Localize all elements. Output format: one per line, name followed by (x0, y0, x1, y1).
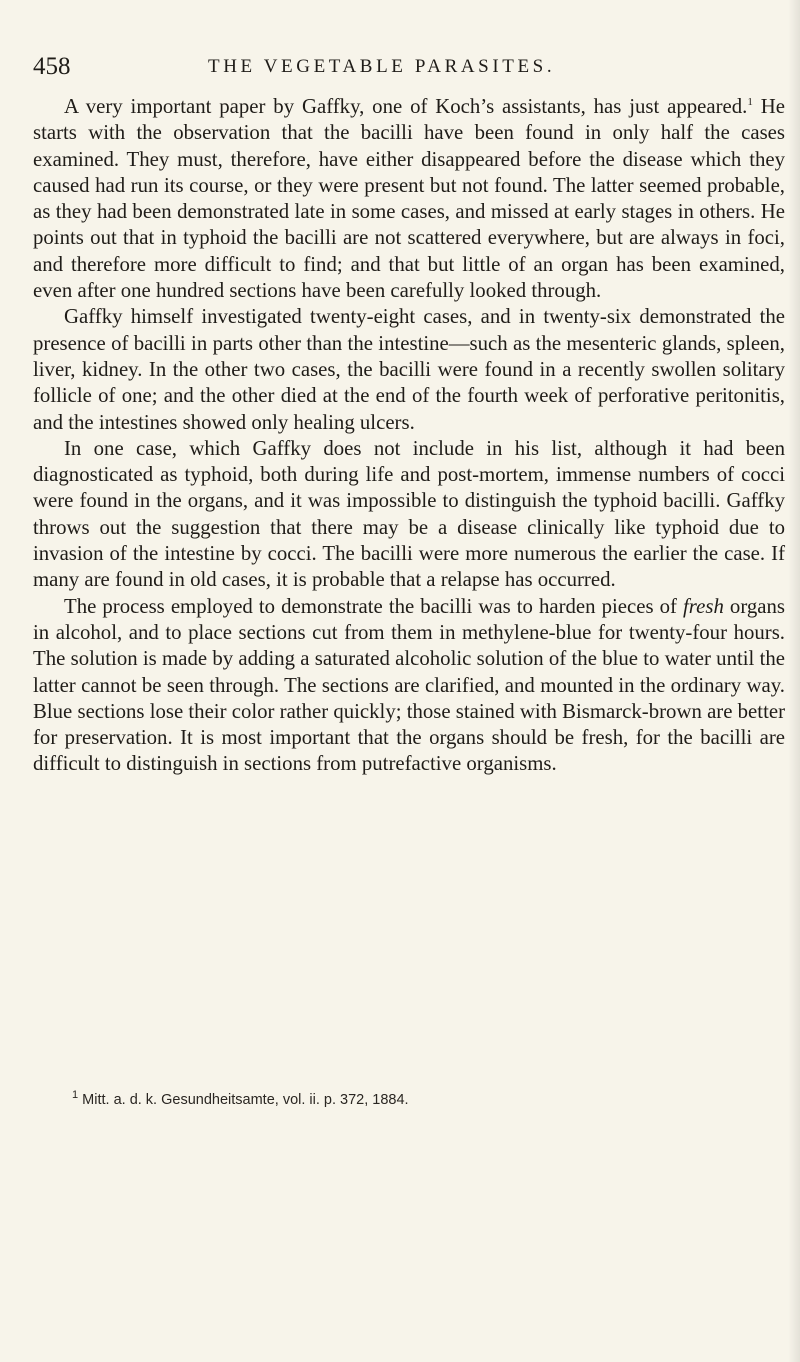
footnote (72, 1090, 772, 1110)
paragraph-cocci-case: In one case, which Gaffky does not include in his list, although it had been diagnosticated as typhoid, both during life and post-mortem, immense numbers of cocci were found in the organs, and it was impossible to distinguish the typhoid bacilli. Gaffky throws out the suggestion that there may be a disease clinically like typhoid due to invasion of the intestine by cocci. The bacilli were more numerous the earlier the case. If many are found in old cases, it is probable that a relapse has occurred. (33, 436, 785, 592)
footnote-marker: 1 (72, 1089, 79, 1102)
page-edge-shadow (788, 0, 800, 1362)
page-header (0, 52, 800, 82)
paragraph-staining-process (33, 594, 785, 778)
page-number: 458 (33, 53, 71, 80)
paragraph-text: organs in alcohol, and to place sections cut from them in methylene-blue for twenty-four hours. The solution is made by adding a saturated alcoholic solution of the blue to water until the latter cannot be seen through. The sections are clarified, and mounted in the ordinary way. Blue sections lose their color rather quickly; those stained with Bismarck-brown are better for preservation. It is most important that the organs should be fresh, for the bacilli are difficult to distinguish in sections from putrefactive organisms. (33, 594, 785, 776)
body-text (33, 94, 785, 778)
paragraph-gaffky-paper (33, 94, 785, 304)
paragraph-gaffky-investigation: Gaffky himself investigated twenty-eight cases, and in twenty-six demonstrated the presence of bacilli in parts other than the intestine—such as the mesenteric glands, spleen, liver, kidney. In the other two cases, the bacilli were found in a recently swollen solitary follicle of one; and the other died at the end of the fourth week of perforative peritonitis, and the intestines showed only healing ulcers. (33, 305, 785, 434)
paragraph-text: He starts with the observation that the bacilli have been found in only half the cases examined. They must, therefore, have either disappeared before the disease which they caused had run its course, or they were present but not found. The latter seemed probable, as they had been demonstrated late in some cases, and missed at early stages in others. He points out that in typhoid the bacilli are not scattered everywhere, but are always in foci, and therefore more difficult to find; and that but little of an organ has been examined, even after one hundred sections have been carefully looked through. (33, 95, 785, 303)
paragraph-text: The process employed to demonstrate the bacilli was to harden pieces of (64, 594, 684, 618)
running-head: THE VEGETABLE PARASITES. (208, 56, 556, 77)
footnote-text: Mitt. a. d. k. Gesundheitsamte, vol. ii. p. 372, 1884. (78, 1092, 409, 1108)
paragraph-text: A very important paper by Gaffky, one of Koch’s assistants, has just appeared. (64, 95, 748, 118)
italic-emphasis: fresh (683, 594, 724, 618)
footnote-reference: 1 (747, 96, 753, 109)
